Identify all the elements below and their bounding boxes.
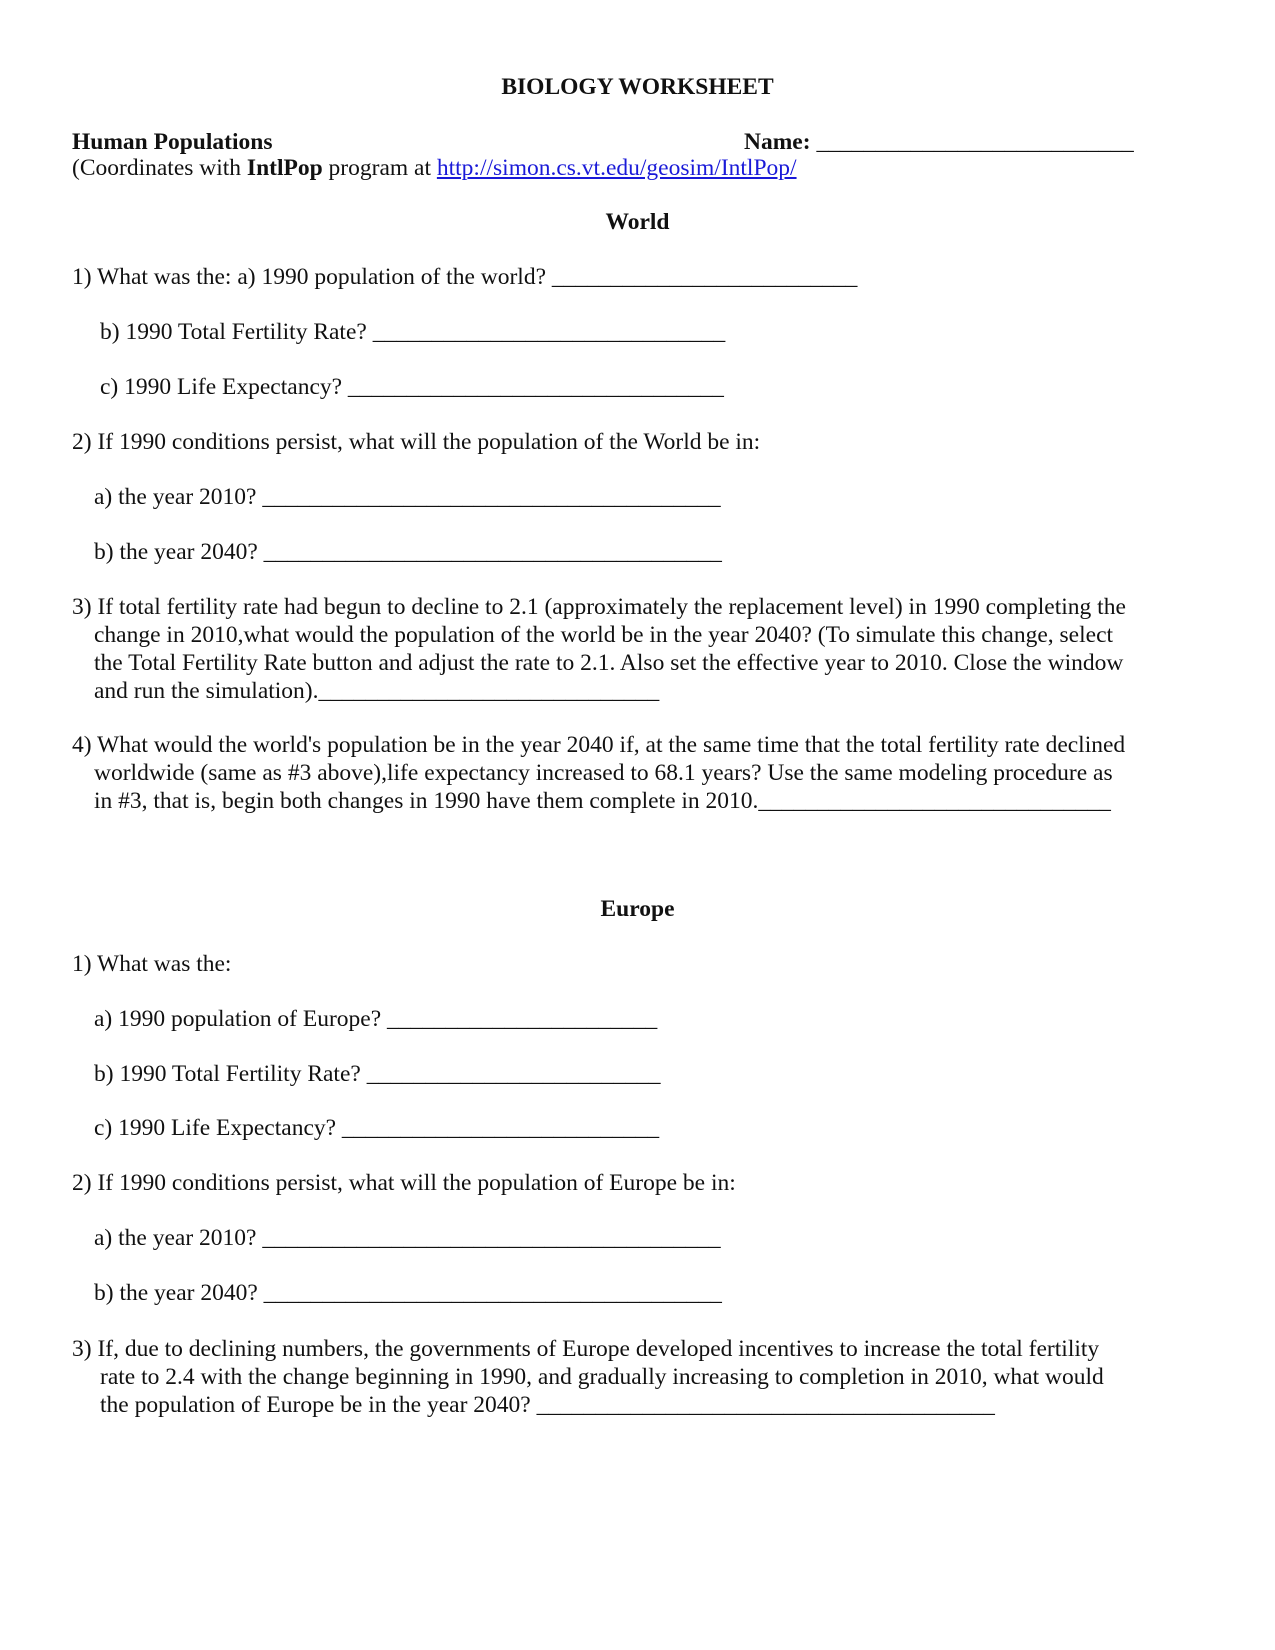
world-q4 xyxy=(72,731,1125,815)
world-q3-line: 3) If total fertility rate had begun to decline to 2.1 (approximately the replacement level) in 1990 completing the xyxy=(72,594,1126,620)
worksheet-title: BIOLOGY WORKSHEET xyxy=(501,74,774,100)
coord-mid: program at xyxy=(322,155,437,181)
europe-q3-line: rate to 2.4 with the change beginning in 1990, and gradually increasing to completion in 2010, what would xyxy=(100,1364,1104,1390)
world-q4-line: 4) What would the world's population be in the year 2040 if, at the same time that the total fertility rate declined xyxy=(72,732,1126,758)
program-name: IntlPop xyxy=(246,155,323,181)
europe-q2a: a) the year 2010? _______________________________________ xyxy=(94,1225,721,1251)
world-q3-line: the Total Fertility Rate button and adjust the rate to 2.1. Also set the effective year to 2010. Close the window xyxy=(94,650,1124,676)
europe-q3-line: the population of Europe be in the year 2040? _______________________________________ xyxy=(100,1392,995,1418)
europe-q3-line: 3) If, due to declining numbers, the governments of Europe developed incentives to increase the total fertility xyxy=(72,1336,1100,1362)
europe-q1c: c) 1990 Life Expectancy? ___________________________ xyxy=(94,1115,660,1141)
name-blank[interactable]: ___________________________ xyxy=(816,129,1134,155)
europe-q2: 2) If 1990 conditions persist, what will the population of Europe be in: xyxy=(72,1170,736,1196)
europe-heading: Europe xyxy=(600,896,675,922)
europe-q1: 1) What was the: xyxy=(72,951,232,977)
name-field[interactable] xyxy=(744,131,1134,155)
world-q3-line: and run the simulation)._____________________________ xyxy=(94,678,660,704)
world-heading: World xyxy=(605,209,670,235)
program-url-link[interactable]: http://simon.cs.vt.edu/geosim/IntlPop/ xyxy=(436,155,797,181)
coord-prefix: (Coordinates with xyxy=(72,155,247,181)
world-q1c: c) 1990 Life Expectancy? ________________________________ xyxy=(100,374,724,400)
coordinates-note xyxy=(72,157,797,181)
world-q3 xyxy=(72,593,1126,705)
topic-heading: Human Populations xyxy=(72,129,273,155)
name-label: Name: xyxy=(744,129,811,155)
europe-q2b: b) the year 2040? _______________________________________ xyxy=(94,1280,722,1306)
europe-q3 xyxy=(72,1335,1104,1419)
world-q1a: 1) What was the: a) 1990 population of the world? __________________________ xyxy=(72,264,858,290)
world-q4-line: in #3, that is, begin both changes in 1990 have them complete in 2010.______________________________ xyxy=(94,788,1111,814)
world-q4-line: worldwide (same as #3 above),life expectancy increased to 68.1 years? Use the same modeling procedure as xyxy=(94,760,1113,786)
world-q2: 2) If 1990 conditions persist, what will the population of the World be in: xyxy=(72,429,761,455)
world-q2b: b) the year 2040? _______________________________________ xyxy=(94,539,722,565)
world-q2a: a) the year 2010? _______________________________________ xyxy=(94,484,721,510)
europe-q1b: b) 1990 Total Fertility Rate? _________________________ xyxy=(94,1061,661,1087)
world-q1b: b) 1990 Total Fertility Rate? ______________________________ xyxy=(100,319,726,345)
europe-q1a: a) 1990 population of Europe? _______________________ xyxy=(94,1006,658,1032)
world-q3-line: change in 2010,what would the population of the world be in the year 2040? (To simulate this change, select xyxy=(94,622,1114,648)
